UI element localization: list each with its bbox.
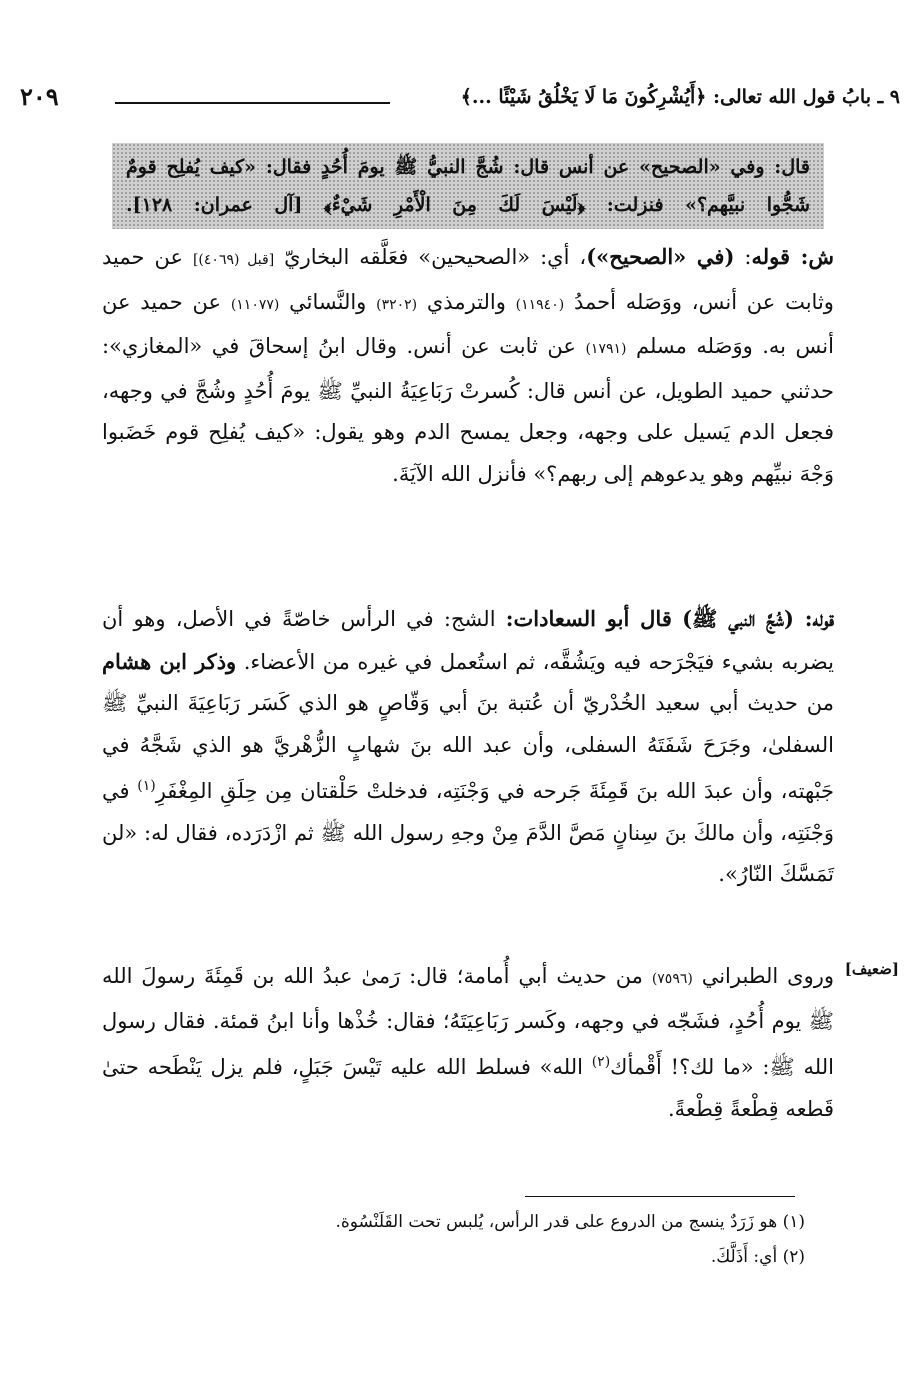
running-header <box>20 82 900 122</box>
hadith-text: قال: وفي «الصحيح» عن أنس قال: شُجَّ النبيُّ ﷺ يومَ أُحُدٍ فقال: «كيف يُفلِح قومٌ شَجُّوا نبيَّهم؟» فنزلت: ﴿لَيْسَ لَكَ مِنَ الْأَمْرِ شَيْءٌ﴾ [آل عمران: ١٢٨]. <box>126 156 810 216</box>
body-text: والنَّسائي <box>289 289 367 314</box>
reference-number: (١١٠٧٧) <box>230 296 280 313</box>
body-text: والترمذي <box>426 289 506 314</box>
commentary-lead: قوله <box>812 606 834 631</box>
body-text: الله» فسلط الله عليه تَيْسَ جَبَلٍ، فلم يزل يَنْطَحه حتىٰ قَطعه قِطْعةً قِطْعةً. <box>102 1055 834 1121</box>
reference-number: (١٧٩١) <box>585 341 627 357</box>
reference-number: (٧٥٩٦) <box>651 971 693 987</box>
body-text: ، أي: «الصحيحين» فعَلَّقه البخاريّ <box>284 245 587 269</box>
body-text: عن حميد وثابت عن أنس، ووَصَله أحمدُ <box>102 245 834 314</box>
chapter-title: ٩ ـ بابُ قول الله تعالى: ﴿أَيُشْرِكُونَ مَا لَا يَخْلُقُ شَيْئًا ...﴾ <box>460 86 900 108</box>
quoted-phrase: (في «الصحيح») <box>586 244 735 269</box>
body-text: في وَجْنَتِه، وأن مالكَ بنَ سِنانٍ مَصَّ الدَّمَ مِنْ وجهِ رسول الله ﷺ ثم ازْدَرَده، فقال له: «لن تَمَسَّكَ النّارُ». <box>102 779 834 886</box>
commentary-paragraph-2 <box>102 598 834 896</box>
body-text: من حديث أبي أُمامة؛ قال: رَمىٰ عبدُ الله بن قَمِئَةَ رسولَ الله ﷺ يوم أُحُدٍ، فشَجّه في وجهه، وكَسر رَبَاعِيَتَهُ؛ فقال: خُذْها وأنا ابنُ قمئة. فقال رسول الله ﷺ: «ما لك؟! أَقْمأك <box>102 964 834 1079</box>
body-text: عن حميد عن أنس به. ووَصَله مسلم <box>102 289 834 358</box>
reference-number: (٣٢٠٢) <box>376 296 418 313</box>
body-text: عن ثابت عن أنس. وقال ابنُ إسحاقَ في «المغازي»: حدثني حميد الطويل، عن أنس قال: كُسرتْ رَبَاعِيَةُ النبيِّ ﷺ يومَ أُحُدٍ وشُجَّ في وجهه، فجعل الدم يَسيل على وجهه، وجعل يمسح الدم وهو يقول: «كيف يُفلِح قوم خَضَبوا وَجْهَ نبيِّهم وهو يدعوهم إلى ربهم؟» فأنزل الله الآيَةَ. <box>102 334 834 486</box>
commentary-lead: ش: قوله <box>751 244 834 269</box>
page-number: ٢٠٩ <box>20 82 59 111</box>
footnote-1: (١) هو زَرَدٌ ينسج من الدروع على قدر الرأس، يُلبس تحت القَلَنْسُوة. <box>335 1212 805 1232</box>
grade-label: [ضعيف] <box>844 960 899 978</box>
footnote-2: (٢) أي: أَذَلَّكَ. <box>710 1247 805 1267</box>
reference-number: (١١٩٤٠) <box>515 296 565 313</box>
cited-scholar: وذكر ابن هشام <box>102 648 237 674</box>
body-text: من حديث أبي سعيد الخُدْريّ أن عُتبة بنَ أبي وَقّاصٍ هو الذي كَسَر رَبَاعِيَةَ النبيِّ ﷺ السفلىٰ، وجَرَحَ شَفَتَهُ السفلى، وأن عبد الله بنَ شهابٍ الزُّهْريَّ هو الذي شَجَّهُ في جَبْهته، وأن عبدَ الله بنَ قَمِئَةَ جَرحه في وَجْنَتِه، فدخلتْ حَلْقتان مِن حِلَقِ المِغْفَرِ <box>102 691 834 803</box>
footnote-divider <box>525 1196 795 1197</box>
body-text: وروى الطبراني <box>701 964 834 988</box>
commentary-paragraph-3 <box>102 956 834 1130</box>
reference-number: [قبل (٤٠٦٩)] <box>192 252 275 268</box>
hadith-highlight-box <box>112 143 824 229</box>
footnote-marker[interactable]: (٢) <box>591 1054 611 1070</box>
body-text: الشج: في الرأس خاصّةً في الأصل، وهو أن يضربه بشيء فيَجْرَحه فيه ويَشُقَّه، ثم استُعمل في غيره من الأعضاء. <box>102 607 834 674</box>
cited-scholar: قال أبو السعادات: <box>505 606 672 631</box>
header-divider <box>115 102 390 104</box>
footnote-marker[interactable]: (١) <box>137 778 156 794</box>
quoted-phrase: : (شُجَّ النبي ﷺ) <box>682 606 813 631</box>
commentary-paragraph-1: ش: قوله: (في «الصحيح»)، أي: «الصحيحين» فعَلَّقه البخاريّ [قبل (٤٠٦٩)] عن حميد وثابت عن أنس، ووَصَله أحمدُ (١١٩٤٠) والترمذي (٣٢٠٢) والنَّسائي (١١٠٧٧) عن حميد عن أنس به. ووَصَله مسلم (١٧٩١) عن ثابت عن أنس. وقال ابنُ إسحاقَ في «المغازي»: حدثني حميد الطويل، عن أنس قال: كُسرتْ رَبَاعِيَةُ النبيِّ ﷺ يومَ أُحُدٍ وشُجَّ في وجهه، فجعل الدم يَسيل على وجهه، وجعل يمسح الدم وهو يقول: «كيف يُفلِح قوم خَضَبوا وَجْهَ نبيِّهم وهو يدعوهم إلى ربهم؟» فأنزل الله الآيَةَ. <box>102 244 834 486</box>
